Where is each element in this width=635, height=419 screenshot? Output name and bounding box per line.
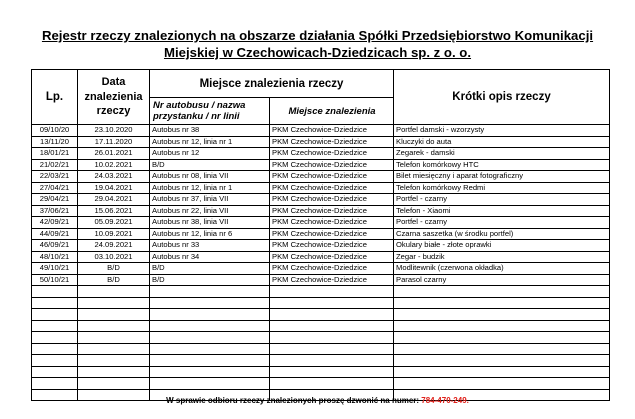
cell-bus: Autobus nr 12, linia nr 1: [150, 136, 270, 148]
cell-lp: 48/10/21: [32, 251, 78, 263]
empty-cell: [394, 332, 610, 344]
cell-desc: Portfel - czarny: [394, 217, 610, 229]
table-row: [32, 194, 610, 206]
empty-cell: [394, 309, 610, 321]
cell-desc: Parasol czarny: [394, 274, 610, 286]
cell-lp: 46/09/21: [32, 240, 78, 252]
cell-date: 24.09.2021: [78, 240, 150, 252]
cell-desc: Telefon komórkowy HTC: [394, 159, 610, 171]
empty-cell: [32, 355, 78, 367]
empty-cell: [394, 297, 610, 309]
empty-cell: [150, 309, 270, 321]
empty-cell: [78, 332, 150, 344]
empty-cell: [270, 332, 394, 344]
empty-cell: [150, 366, 270, 378]
empty-cell: [270, 286, 394, 298]
empty-cell: [150, 320, 270, 332]
empty-cell: [394, 320, 610, 332]
empty-row: [32, 286, 610, 298]
header-date: Data znalezienia rzeczy: [78, 70, 150, 125]
empty-row: [32, 297, 610, 309]
cell-bus: Autobus nr 37, linia VII: [150, 194, 270, 206]
cell-bus: Autobus nr 34: [150, 251, 270, 263]
empty-cell: [270, 320, 394, 332]
cell-desc: Czarna saszetka (w środku portfel): [394, 228, 610, 240]
empty-cell: [394, 286, 610, 298]
cell-date: 19.04.2021: [78, 182, 150, 194]
cell-place: PKM Czechowice-Dziedzice: [270, 182, 394, 194]
empty-row: [32, 309, 610, 321]
cell-place: PKM Czechowice-Dziedzice: [270, 136, 394, 148]
table-body: [32, 125, 610, 401]
cell-date: 15.06.2021: [78, 205, 150, 217]
footer-text: W sprawie odbioru rzeczy znalezionych proszę dzwonić na numer:: [166, 396, 422, 405]
cell-date: 29.04.2021: [78, 194, 150, 206]
cell-date: 17.11.2020: [78, 136, 150, 148]
empty-cell: [78, 378, 150, 390]
empty-cell: [78, 343, 150, 355]
cell-bus: B/D: [150, 159, 270, 171]
cell-place: PKM Czechowice-Dziedzice: [270, 228, 394, 240]
empty-cell: [78, 355, 150, 367]
empty-cell: [78, 320, 150, 332]
empty-row: [32, 343, 610, 355]
cell-desc: Telefon - Xiaomi: [394, 205, 610, 217]
table-row: [32, 182, 610, 194]
cell-lp: 09/10/20: [32, 125, 78, 137]
title-line-2: Miejskiej w Czechowicach-Dziedzicach sp. z o. o.: [163, 45, 472, 60]
cell-desc: Modlitewnik (czerwona okładka): [394, 263, 610, 275]
empty-cell: [78, 309, 150, 321]
empty-cell: [150, 378, 270, 390]
cell-lp: 27/04/21: [32, 182, 78, 194]
cell-bus: Autobus nr 12, linia nr 6: [150, 228, 270, 240]
footer-note: [0, 396, 635, 405]
cell-bus: Autobus nr 38, linia VII: [150, 217, 270, 229]
empty-row: [32, 320, 610, 332]
empty-row: [32, 355, 610, 367]
table-row: [32, 251, 610, 263]
cell-bus: Autobus nr 33: [150, 240, 270, 252]
empty-cell: [394, 366, 610, 378]
cell-bus: B/D: [150, 263, 270, 275]
empty-cell: [150, 286, 270, 298]
empty-cell: [394, 355, 610, 367]
cell-lp: 29/04/21: [32, 194, 78, 206]
cell-date: 23.10.2020: [78, 125, 150, 137]
empty-cell: [270, 378, 394, 390]
table-row: [32, 217, 610, 229]
empty-cell: [270, 343, 394, 355]
table-row: [32, 148, 610, 160]
empty-cell: [150, 355, 270, 367]
cell-place: PKM Czechowice-Dziedzice: [270, 205, 394, 217]
cell-lp: 22/03/21: [32, 171, 78, 183]
empty-cell: [78, 286, 150, 298]
table-row: [32, 171, 610, 183]
empty-cell: [32, 286, 78, 298]
cell-desc: Bilet miesięczny i aparat fotograficzny: [394, 171, 610, 183]
header-bus: Nr autobusu / nazwa przystanku / nr linii: [150, 98, 270, 125]
empty-cell: [150, 297, 270, 309]
cell-desc: Portfel damski - wzorzysty: [394, 125, 610, 137]
header-place-group: Miejsce znalezienia rzeczy: [150, 70, 394, 98]
cell-lp: 37/06/21: [32, 205, 78, 217]
cell-place: PKM Czechowice-Dziedzice: [270, 194, 394, 206]
table-row: [32, 263, 610, 275]
cell-place: PKM Czechowice-Dziedzice: [270, 171, 394, 183]
empty-cell: [32, 378, 78, 390]
cell-bus: B/D: [150, 274, 270, 286]
cell-desc: Kluczyki do auta: [394, 136, 610, 148]
cell-date: 24.03.2021: [78, 171, 150, 183]
table-row: [32, 274, 610, 286]
empty-cell: [270, 355, 394, 367]
empty-cell: [32, 309, 78, 321]
cell-lp: 49/10/21: [32, 263, 78, 275]
cell-bus: Autobus nr 38: [150, 125, 270, 137]
cell-place: PKM Czechowice-Dziedzice: [270, 159, 394, 171]
empty-cell: [150, 332, 270, 344]
header-place: Miejsce znalezienia: [270, 98, 394, 125]
cell-place: PKM Czechowice-Dziedzice: [270, 125, 394, 137]
empty-row: [32, 366, 610, 378]
cell-date: 10.09.2021: [78, 228, 150, 240]
cell-bus: Autobus nr 12, linia nr 1: [150, 182, 270, 194]
empty-cell: [32, 332, 78, 344]
table-row: [32, 205, 610, 217]
cell-place: PKM Czechowice-Dziedzice: [270, 251, 394, 263]
cell-date: 03.10.2021: [78, 251, 150, 263]
header-description: Krótki opis rzeczy: [394, 70, 610, 125]
empty-cell: [270, 297, 394, 309]
table-row: [32, 228, 610, 240]
empty-cell: [270, 309, 394, 321]
cell-place: PKM Czechowice-Dziedzice: [270, 217, 394, 229]
lost-items-table: [31, 69, 610, 401]
cell-place: PKM Czechowice-Dziedzice: [270, 263, 394, 275]
cell-desc: Okulary białe - złote oprawki: [394, 240, 610, 252]
cell-date: B/D: [78, 274, 150, 286]
cell-date: B/D: [78, 263, 150, 275]
empty-cell: [394, 378, 610, 390]
cell-desc: Portfel - czarny: [394, 194, 610, 206]
cell-lp: 18/01/21: [32, 148, 78, 160]
cell-bus: Autobus nr 08, linia VII: [150, 171, 270, 183]
cell-place: PKM Czechowice-Dziedzice: [270, 274, 394, 286]
empty-cell: [150, 343, 270, 355]
header-lp: Lp.: [32, 70, 78, 125]
empty-cell: [32, 343, 78, 355]
empty-cell: [394, 343, 610, 355]
empty-cell: [78, 297, 150, 309]
cell-date: 05.09.2021: [78, 217, 150, 229]
cell-date: 26.01.2021: [78, 148, 150, 160]
cell-bus: Autobus nr 22, linia VII: [150, 205, 270, 217]
table-row: [32, 125, 610, 137]
empty-cell: [32, 320, 78, 332]
cell-desc: Zegar - budzik: [394, 251, 610, 263]
cell-desc: Zegarek - damski: [394, 148, 610, 160]
cell-desc: Telefon komórkowy Redmi: [394, 182, 610, 194]
cell-lp: 50/10/21: [32, 274, 78, 286]
cell-place: PKM Czechowice-Dziedzice: [270, 240, 394, 252]
cell-lp: 44/09/21: [32, 228, 78, 240]
empty-cell: [270, 366, 394, 378]
empty-cell: [78, 366, 150, 378]
empty-cell: [32, 366, 78, 378]
empty-cell: [32, 297, 78, 309]
table-row: [32, 159, 610, 171]
title-line-1: Rejestr rzeczy znalezionych na obszarze działania Spółki Przedsiębiorstwo Komunikacji: [41, 28, 594, 43]
empty-row: [32, 332, 610, 344]
table-row: [32, 240, 610, 252]
cell-place: PKM Czechowice-Dziedzice: [270, 148, 394, 160]
cell-lp: 42/09/21: [32, 217, 78, 229]
cell-lp: 21/02/21: [32, 159, 78, 171]
document-title: [20, 27, 615, 61]
cell-date: 10.02.2021: [78, 159, 150, 171]
empty-row: [32, 378, 610, 390]
table-row: [32, 136, 610, 148]
cell-lp: 13/11/20: [32, 136, 78, 148]
cell-bus: Autobus nr 12: [150, 148, 270, 160]
footer-phone: 784-470-249.: [421, 396, 469, 405]
